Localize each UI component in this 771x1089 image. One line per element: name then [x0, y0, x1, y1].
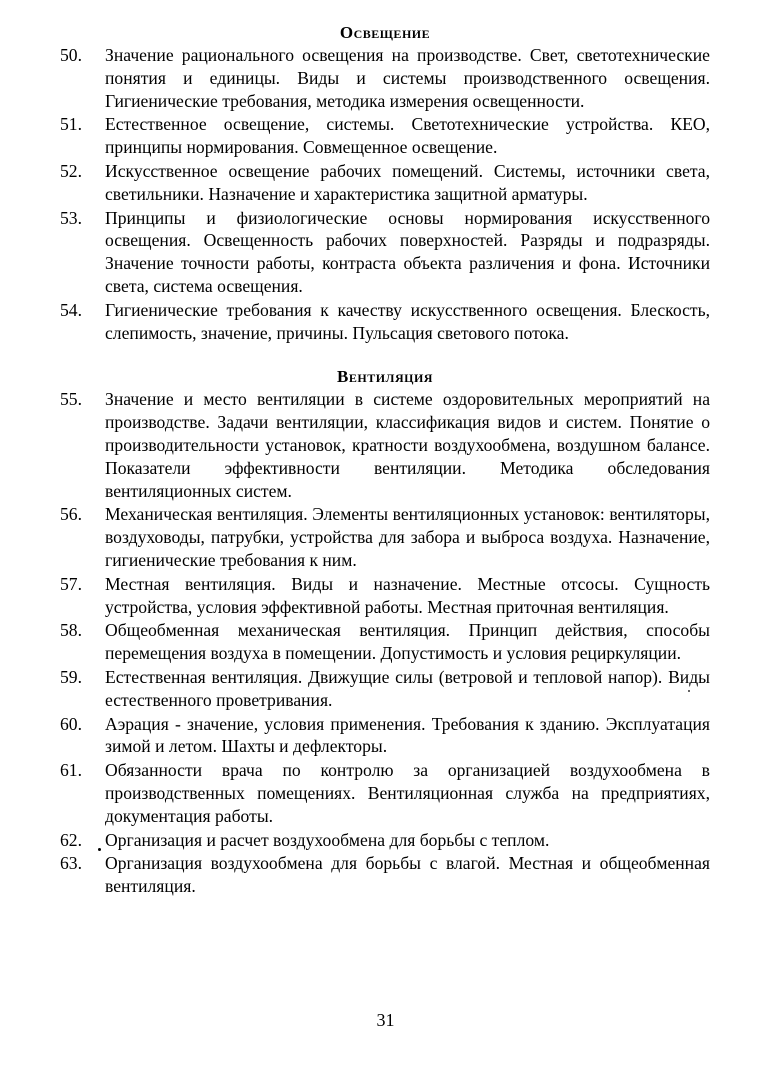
item-text: Обязанности врача по контролю за организацией воздухообмена в производственных помещениях. Вентиляционная служба на предприятиях, документация работы.	[105, 760, 710, 826]
list-item-51	[60, 113, 710, 159]
item-number: 57.	[60, 573, 82, 594]
item-text: Естественное освещение, системы. Светотехнические устройства. КЕО, принципы нормирования. Совмещенное освещение.	[105, 114, 710, 158]
list-item-50	[60, 44, 710, 112]
item-number: 60.	[60, 713, 82, 734]
list-item-54	[60, 299, 710, 345]
page-number: 31	[376, 1010, 395, 1030]
list-item-53	[60, 207, 710, 298]
item-number: 52.	[60, 160, 82, 181]
item-number: 61.	[60, 760, 82, 781]
item-text: Гигиенические требования к качеству искусственного освещения. Блескость, слепимость, значение, причины. Пульсация светового потока.	[105, 299, 710, 343]
item-text: Аэрация - значение, условия применения. Требования к зданию. Эксплуатация зимой и летом. Шахты и дефлекторы.	[105, 713, 710, 757]
item-number: 54.	[60, 299, 82, 320]
list-item-56	[60, 503, 710, 571]
item-number: 51.	[60, 114, 82, 135]
list-item-63	[60, 852, 710, 898]
item-number: 62.	[60, 829, 82, 850]
item-text: Принципы и физиологические основы нормирования искусственного освещения. Освещенность рабочих поверхностей. Разряды и подразряды. Значение точности работы, контраста объекта различения и фона. Источники света, система освещения.	[105, 207, 710, 296]
item-text: Механическая вентиляция. Элементы вентиляционных установок: вентиляторы, воздуховоды, патрубки, устройства для забора и выброса воздуха. Назначение, гигиенические требования к ним.	[105, 504, 710, 570]
scan-speck-dot	[688, 690, 690, 692]
item-number: 55.	[60, 389, 82, 410]
item-text: Общеобменная механическая вентиляция. Принцип действия, способы перемещения воздуха в помещении. Допустимость и условия рециркуляции.	[105, 620, 710, 664]
section-title-ventilation: Вентиляция	[337, 367, 433, 387]
item-number: 50.	[60, 45, 82, 65]
list-item-58	[60, 619, 710, 665]
section-title-lighting: Освещение	[339, 23, 431, 42]
item-text: Местная вентиляция. Виды и назначение. Местные отсосы. Сущность устройства, условия эффективной работы. Местная приточная вентиляция.	[105, 573, 710, 617]
document-page	[60, 22, 710, 898]
item-text: Организация и расчет воздухообмена для борьбы с теплом.	[105, 829, 550, 850]
item-text: Естественная вентиляция. Движущие силы (ветровой и тепловой напор). Виды естественного проветривания.	[105, 666, 710, 710]
item-number: 53.	[60, 207, 82, 228]
item-number: 63.	[60, 853, 82, 874]
item-number: 59.	[60, 666, 82, 687]
list-item-61	[60, 759, 710, 827]
list-item-62	[60, 829, 710, 852]
item-number: 56.	[60, 504, 82, 525]
item-text: Искусственное освещение рабочих помещений. Системы, источники света, светильники. Назначение и характеристика защитной арматуры.	[105, 160, 710, 204]
item-text: Значение и место вентиляции в системе оздоровительных мероприятий на производстве. Задачи вентиляции, классификация видов и систем. Понятие о производительности установок, кратности воздухообмена, воздушном балансе. Показатели эффективности вентиляции. Методика обследования вентиляционных систем.	[105, 389, 710, 501]
scan-speck-dot	[98, 848, 101, 851]
list-item-59	[60, 666, 710, 712]
list-item-60	[60, 713, 710, 759]
item-text: Значение рационального освещения на производстве. Свет, светотехнические понятия и единицы. Виды и системы производственного освещения. Гигиенические требования, методика измерения освещенности.	[105, 45, 710, 111]
item-text: Организация воздухообмена для борьбы с влагой. Местная и общеобменная вентиляция.	[105, 853, 710, 897]
list-item-52	[60, 160, 710, 206]
item-number: 58.	[60, 620, 82, 641]
list-item-57	[60, 573, 710, 619]
list-item-55	[60, 388, 710, 502]
